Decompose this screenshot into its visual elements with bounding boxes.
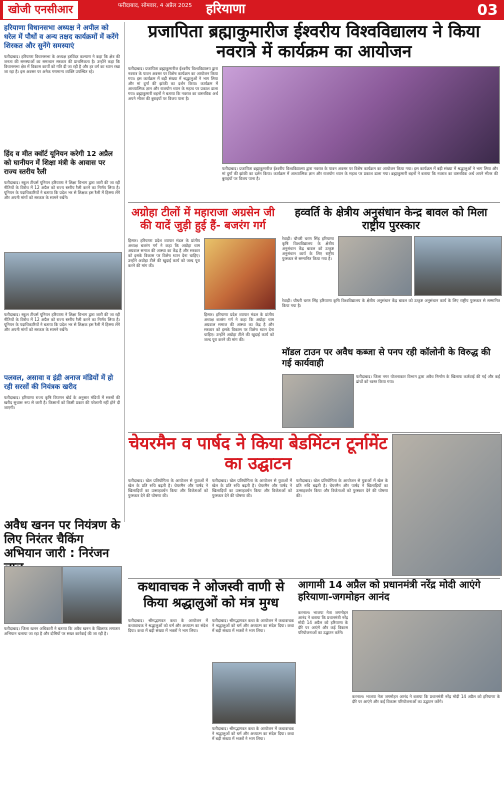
photo-award-2: [414, 236, 502, 296]
article-c2-body-3: फरीदाबाद। श्रीमद्भागवत कथा के आयोजन में कथावाचक ने श्रद्धालुओं को धर्म और अध्यात्म का संदेश दिया। कथा में बड़ी संख्या में भक्तों ने भाग लिया।: [212, 726, 294, 741]
article-c2-body: फरीदाबाद। श्रीमद्भागवत कथा के आयोजन में कथावाचक ने श्रद्धालुओं को धर्म और अध्यात्म का संदेश दिया। कथा में बड़ी संख्या में भक्तों ने भाग लिया।: [128, 618, 208, 633]
article-a3-body: फरीदाबाद। हरियाणा राज्य कृषि विपणन बोर्ड के अनुसार मंडियों में सरसों की खरीद सुचारू रूप से जारी है। किसानों को किसी प्रकार की परेशानी नहीं होने दी जाएगी।: [4, 395, 120, 410]
article-c1-body-3: फरीदाबाद। खेल प्रतियोगिता के आयोजन से युवाओं में खेल के प्रति रुचि बढ़ती है। चेयरमैन और पार्षद ने खिलाड़ियों का उत्साहवर्धन किया और विजेताओं को पुरस्कार देने की घोषणा की।: [296, 478, 388, 498]
article-a2-body: फरीदाबाद। स्कूल टीचर्स यूनियन हरियाणा ने शिक्षा विभाग द्वारा जारी की जा रही नीतियों के विरोध में 12 अप्रैल को राज्य स्तरीय रैली करने का निर्णय लिया है। यूनियन के पदाधिकारियों ने बताया कि प्रदेश भर से शिक्षक इस रैली में हिस्सा लेंगे और अपनी मांगों को सरकार के सामने रखेंगे।: [4, 180, 120, 200]
photo-navratri-event: [222, 66, 500, 164]
article-b2-body: रेवाड़ी। चौधरी चरण सिंह हरियाणा कृषि विश्वविद्यालय के क्षेत्रीय अनुसंधान केंद्र बावल को उत्कृष्ट अनुसंधान कार्य के लिए राष्ट्रीय पुरस्कार से सम्मानित किया गया है।: [282, 236, 334, 261]
article-a2: [4, 150, 120, 230]
lead-headline: प्रजापिता ब्रह्माकुमारीज ईश्वरीय विश्वविद्यालय ने किया नवरात्रे में कार्यक्रम का आयोजन: [147, 22, 481, 62]
section-title: हरियाणा: [206, 2, 246, 17]
section-rule-2: [128, 432, 500, 433]
article-a1: [4, 24, 120, 122]
photo-mining-1: [4, 566, 62, 624]
article-b3-headline: मॉडल टाउन पर अवैध कब्जा से पनप रही कॉलोनी के विरुद्ध की गई कार्यवाही: [282, 348, 491, 369]
article-c2-body-2: फरीदाबाद। श्रीमद्भागवत कथा के आयोजन में कथावाचक ने श्रद्धालुओं को धर्म और अध्यात्म का संदेश दिया। कथा में बड़ी संख्या में भक्तों ने भाग लिया।: [212, 618, 294, 633]
article-c1-body: फरीदाबाद। खेल प्रतियोगिता के आयोजन से युवाओं में खेल के प्रति रुचि बढ़ती है। चेयरमैन और पार्षद ने खिलाड़ियों का उत्साहवर्धन किया और विजेताओं को पुरस्कार देने की घोषणा की।: [128, 478, 208, 498]
article-a1-headline: हरियाणा विधानसभा अध्यक्ष ने अपील को धरेल में पौधों व अन्य तक्षद कार्यक्रमों में करेंगे शिरकत और सुनेंगे समस्याएं: [4, 24, 119, 50]
page-number: 03: [477, 1, 498, 19]
article-b1-body: हिसार। हरियाणा प्रदेश व्यापार मंडल के प्रांतीय अध्यक्ष बजरंग गर्ग ने कहा कि अग्रोहा धाम अग्रवाल समाज की आस्था का केंद्र है और सरकार को इसके विकास पर विशेष ध्यान देना चाहिए। उन्होंने अग्रोहा टीले की खुदाई कार्य को जल्द पूरा करने की मांग की।: [128, 238, 200, 268]
article-a4-headline: अवैध खनन पर नियंत्रण के लिए निरंतर चैकिंग अभियान जारी : निरंजन: [4, 518, 121, 560]
brand-logo: खोजी एनसीआर: [3, 1, 78, 19]
photo-award-1: [338, 236, 412, 296]
photo-badminton: [392, 434, 502, 576]
photo-modi-event: [352, 610, 502, 692]
photo-mining-2: [62, 566, 122, 624]
photo-katha: [212, 662, 296, 724]
article-a3: [4, 374, 120, 455]
photo-demolition: [282, 374, 354, 428]
photo-agroha: [204, 238, 276, 310]
article-a1-body: फरीदाबाद। हरियाणा विधानसभा के अध्यक्ष हरविंदर कल्याण ने कहा कि क्षेत्र की जनता की समस्याओं का समाधान सरकार की प्राथमिकता है। उन्होंने कहा कि विधानसभा क्षेत्र में विकास कार्यों को गति दी जा रही है और हर वर्ग का ध्यान रखा जा रहा है। इस अवसर पर अनेक गणमान्य व्यक्ति उपस्थित रहे।: [4, 54, 120, 74]
article-b2-headline: हव्वर्ति के क्षेत्रीय अनुसंधान केन्द्र बावल को मिला राष्ट्रीय पुरस्कार: [294, 206, 488, 232]
article-c1-body-2: फरीदाबाद। खेल प्रतियोगिता के आयोजन से युवाओं में खेल के प्रति रुचि बढ़ती है। चेयरमैन और पार्षद ने खिलाड़ियों का उत्साहवर्धन किया और विजेताओं को पुरस्कार देने की घोषणा की।: [212, 478, 292, 498]
lead-body: फरीदाबाद। प्रजापिता ब्रह्माकुमारीज ईश्वरीय विश्वविद्यालय द्वारा नवरात्र के पावन अवसर पर विशेष कार्यक्रम का आयोजन किया गया। इस कार्यक्रम में बड़ी संख्या में श्रद्धालुओं ने भाग लिया और मां दुर्गा की झांकी का दर्शन किया। कार्यक्रम में आध्यात्मिक ज्ञान और राजयोग ध्यान के महत्व पर प्रकाश डाला गया। ब्रह्माकुमारी बहनों ने बताया कि नवरात्र का वास्तविक अर्थ अपने भीतर की बुराइयों पर विजय पाना है।: [128, 66, 218, 101]
article-c3-body-cont: करनाल। भाजपा नेता जगमोहन आनंद ने बताया कि प्रधानमंत्री नरेंद्र मोदी 14 अप्रैल को हरियाणा के दौरे पर आएंगे और कई विकास परियोजनाओं का उद्घाटन करेंगे।: [352, 694, 500, 704]
article-c2-headline: कथावाचक ने ओजस्वी वाणी से किया श्रद्धालुओं को मंत्र मुग्ध: [137, 580, 285, 611]
article-c3-body: करनाल। भाजपा नेता जगमोहन आनंद ने बताया कि प्रधानमंत्री नरेंद्र मोदी 14 अप्रैल को हरियाणा के दौरे पर आएंगे और कई विकास परियोजनाओं का उद्घाटन करेंगे।: [298, 610, 348, 635]
edition-meta: फरीदाबाद, सोमवार, 4 अप्रैल 2025: [118, 3, 192, 9]
masthead: [0, 0, 504, 20]
section-rule: [128, 202, 500, 203]
article-b1-headline: अग्रोहा टीलों में महाराजा अग्रसेन जी की यादें जुड़ी हुई हैं- बजरंग गर्ग: [131, 206, 275, 232]
column-divider: [124, 22, 125, 522]
article-a2-headline: हिंद व मीत क्वॉर्ट यूनियन करेगी 12 अप्रैल को घानीयन में शिक्षा मंत्री के आवास पर राज्य स्तरीय रैली: [4, 150, 113, 176]
photo-rally: [4, 252, 122, 310]
article-b1-body-cont: हिसार। हरियाणा प्रदेश व्यापार मंडल के प्रांतीय अध्यक्ष बजरंग गर्ग ने कहा कि अग्रोहा धाम अग्रवाल समाज की आस्था का केंद्र है और सरकार को इसके विकास पर विशेष ध्यान देना चाहिए। उन्होंने अग्रोहा टीले की खुदाई कार्य को जल्द पूरा करने की मांग की।: [204, 312, 274, 342]
article-b2-body-cont: रेवाड़ी। चौधरी चरण सिंह हरियाणा कृषि विश्वविद्यालय के क्षेत्रीय अनुसंधान केंद्र बावल को उत्कृष्ट अनुसंधान कार्य के लिए राष्ट्रीय पुरस्कार से सम्मानित किया गया है।: [282, 298, 500, 308]
article-c3-headline: आगामी 14 अप्रैल को प्रधानमंत्री नरेंद्र मोदी आएंगे हरियाणा-जगमोहन आनंद: [298, 580, 481, 603]
article-a2-body-cont: फरीदाबाद। स्कूल टीचर्स यूनियन हरियाणा ने शिक्षा विभाग द्वारा जारी की जा रही नीतियों के विरोध में 12 अप्रैल को राज्य स्तरीय रैली करने का निर्णय लिया है। यूनियन के पदाधिकारियों ने बताया कि प्रदेश भर से शिक्षक इस रैली में हिस्सा लेंगे और अपनी मांगों को सरकार के सामने रखेंगे।: [4, 312, 120, 332]
section-rule-3: [128, 578, 500, 579]
article-c1-headline: चेयरमैन व पार्षद ने किया बेडमिंटन टूर्नामेंट का उद्घाटन: [128, 434, 388, 474]
lead-body-cont: फरीदाबाद। प्रजापिता ब्रह्माकुमारीज ईश्वरीय विश्वविद्यालय द्वारा नवरात्र के पावन अवसर पर विशेष कार्यक्रम का आयोजन किया गया। इस कार्यक्रम में बड़ी संख्या में श्रद्धालुओं ने भाग लिया और मां दुर्गा की झांकी का दर्शन किया। कार्यक्रम में आध्यात्मिक ज्ञान और राजयोग ध्यान के महत्व पर प्रकाश डाला गया। ब्रह्माकुमारी बहनों ने बताया कि नवरात्र का वास्तविक अर्थ अपने भीतर की बुराइयों पर विजय पाना है।: [222, 166, 498, 181]
article-a4-body: फरीदाबाद। जिला खनन अधिकारी ने बताया कि अवैध खनन के खिलाफ लगातार अभियान चलाया जा रहा है और दोषियों पर सख्त कार्रवाई की जा रही है।: [4, 626, 120, 636]
article-a3-headline: पलवल, असावा व इंद्री अनाज मंडियों में हो रही सरसों की नियंत्रक खरीद: [4, 374, 114, 391]
article-b3-body: फरीदाबाद। जिला नगर योजनाकार विभाग द्वारा अवैध निर्माण के खिलाफ कार्रवाई की गई और कई ढांचों को ध्वस्त किया गया।: [356, 374, 500, 384]
